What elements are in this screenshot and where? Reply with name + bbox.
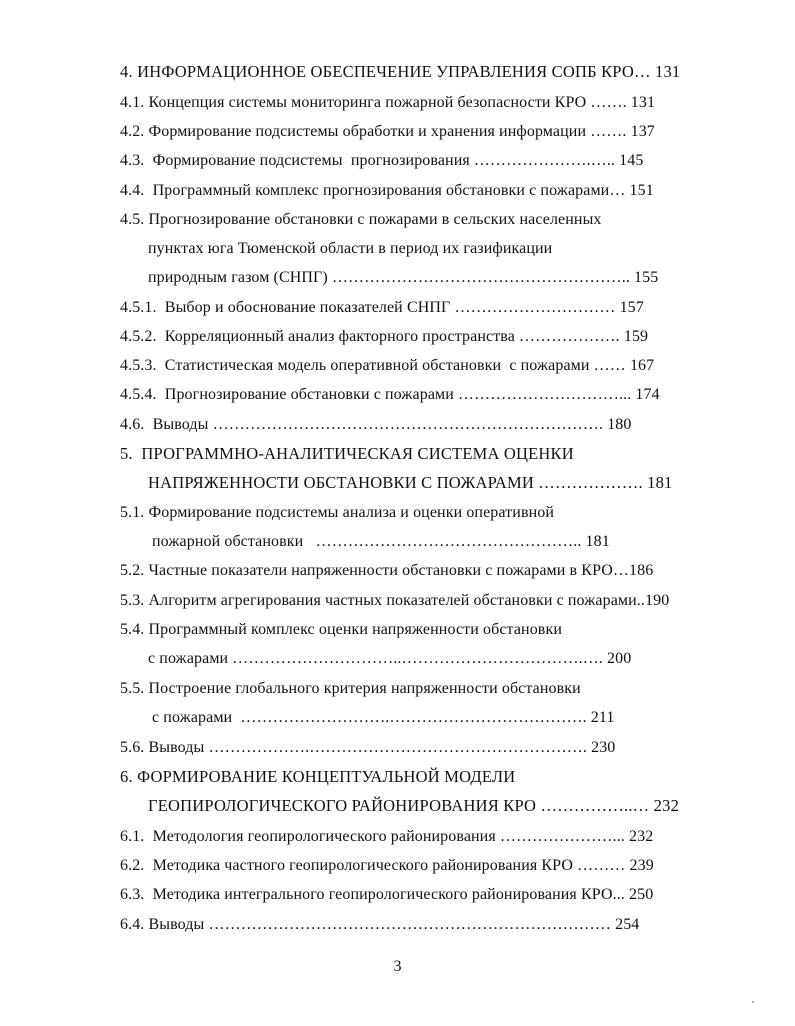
scan-speck <box>752 1001 754 1003</box>
toc-entry: 6.3. Методика интегрального геопирологического районирования КРО... 250 <box>120 886 654 903</box>
toc-entry: 4.5. Прогнозирование обстановки с пожарами в сельских населенных <box>120 211 602 228</box>
toc-entry: 6.4. Выводы ………………………………………………………………… 254 <box>120 916 640 933</box>
toc-entry: 5.3. Алгоритм агрегирования частных показателей обстановки с пожарами..190 <box>120 592 670 609</box>
toc-entry: 5.2. Частные показатели напряженности обстановки с пожарами в КРО…186 <box>120 562 654 579</box>
toc-entry-continuation: пожарной обстановки ………………………………………….. 181 <box>152 533 610 550</box>
toc-entry: 5.4. Программный комплекс оценки напряженности обстановки <box>120 621 562 638</box>
toc-entry: 5. ПРОГРАММНО-АНАЛИТИЧЕСКАЯ СИСТЕМА ОЦЕНКИ <box>120 444 574 463</box>
toc-entry: 4.5.2. Корреляционный анализ факторного пространства ………………. 159 <box>120 328 649 345</box>
toc-entry: 4.5.3. Статистическая модель оперативной обстановки с пожарами …… 167 <box>120 357 655 374</box>
toc-entry: 6.2. Методика частного геопирологического районирования КРО ……… 239 <box>120 857 654 874</box>
toc-entry: 4.5.4. Прогнозирование обстановки с пожарами …………………………... 174 <box>120 386 660 403</box>
toc-entry-continuation: НАПРЯЖЕННОСТИ ОБСТАНОВКИ С ПОЖАРАМИ ………………. 181 <box>148 473 673 492</box>
toc-entry: 4.4. Программный комплекс прогнозирования обстановки с пожарами… 151 <box>120 182 654 199</box>
toc-entry-continuation: природным газом (СНПГ) ……………………………………………….. 155 <box>148 269 659 286</box>
toc-entry: 5.1. Формирование подсистемы анализа и оценки оперативной <box>120 504 555 521</box>
toc-entry: 5.5. Построение глобального критерия напряженности обстановки <box>120 680 581 697</box>
toc-entry: 4. ИНФОРМАЦИОННОЕ ОБЕСПЕЧЕНИЕ УПРАВЛЕНИЯ СОПБ КРО… 131 <box>120 62 681 81</box>
toc-entry-continuation: с пожарами …………………………..…………………………….…. 200 <box>148 650 632 667</box>
toc-entry-continuation: с пожарами ……………………….………………………………. 211 <box>152 709 615 726</box>
toc-entry-continuation: ГЕОПИРОЛОГИЧЕСКОГО РАЙОНИРОВАНИЯ КРО ……………..… 232 <box>148 796 680 815</box>
toc-entry: 4.3. Формирование подсистемы прогнозирования ………………….….. 145 <box>120 152 644 169</box>
toc-entry: 6.1. Методология геопирологического районирования …………………... 232 <box>120 828 654 845</box>
page-number: 3 <box>393 958 402 975</box>
toc-entry: 6. ФОРМИРОВАНИЕ КОНЦЕПТУАЛЬНОЙ МОДЕЛИ <box>120 767 516 786</box>
toc-entry: 4.5.1. Выбор и обоснование показателей СНПГ ………………………… 157 <box>120 299 644 316</box>
toc-entry: 4.1. Концепция системы мониторинга пожарной безопасности КРО ……. 131 <box>120 94 656 111</box>
toc-entry: 4.6. Выводы ………………………………………………………………. 180 <box>120 416 632 433</box>
toc-entry: 4.2. Формирование подсистемы обработки и хранения информации ……. 137 <box>120 123 655 140</box>
toc-entry: 5.6. Выводы ……………….……………………………………………. 230 <box>120 739 616 756</box>
toc-entry-continuation: пунктах юга Тюменской области в период их газификации <box>148 240 553 257</box>
